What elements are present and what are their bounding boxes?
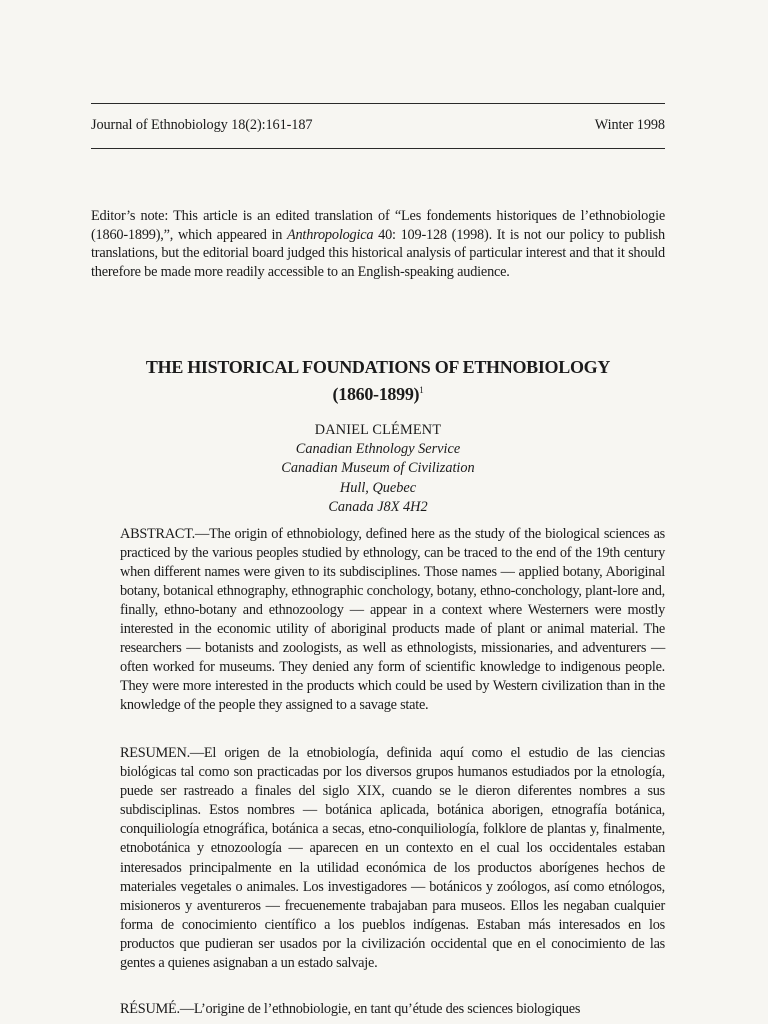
title-footnote-marker: 1 [419, 385, 424, 395]
affiliation-line: Hull, Quebec [339, 479, 417, 496]
editors-note-text-1: Editor’s note: This article is an edited translation of “Les fondements historiques de l’ethnobiologie (1860-1899),”, which appeared in [91, 208, 665, 243]
header-bottom-rule [91, 148, 665, 149]
abstract-spanish: RESUMEN.—El origen de la etnobiología, definida aquí como el estudio de las ciencias biológicas tal como son practicadas por los diversos grupos humanos estudiados por la etnología, puede ser rastreado a finales del siglo XIX, cuando se le dieron diferentes nombres a sus subdisciplinas. Estos nombres — botánica aplicada, botánica aborigen, etnografía botánica, conquiliología etnográfica, botánica a secas, etno-conquiliología, folklore de plantas y, finalmente, etnobotánica y etnozoología — aparecen en un contexto en el cual los occidentales estaban interesados principalmente en la utilidad económica de los productos aborígenes hechos de materiales vegetales o animales. Los investigadores — botánicos y zoólogos, así como etnólogos, misioneros y aventureros — frecuenemente trabajaban para museos. Ellos les negaban cualquier forma de conocimiento científico a los pueblos indígenas. Estaban más interesados en los productos que pudieran ser usados por la civilización occidental que en el conocimiento de las gentes a quienes asignaban a un estado salvaje. [120, 745, 665, 972]
running-head [91, 117, 665, 134]
byline [91, 421, 665, 517]
journal-citation: Journal of Ethnobiology 18(2):161-187 [91, 117, 313, 133]
author-name: DANIEL CLÉMENT [314, 422, 442, 438]
affiliation-line: Canadian Ethnology Service [295, 441, 461, 458]
article-title-line-2 [91, 379, 665, 406]
abstract-english: ABSTRACT.—The origin of ethnobiology, defined here as the study of the biological sciences as practiced by the various peoples studied by ethnology, can be traced to the end of the 19th century when different names were given to its subdisciplines. Those names — applied botany, Aboriginal botany, botanical ethnography, ethnographic conchology, botany, ethno-conchology, plant-lore and, finally, ethno-botany and ethnozoology — appear in a context where Westerners were mostly interested in the economic utility of aboriginal products made of plant or animal material. The researchers — botanists and zoologists, as well as ethnologists, missionaries, and adventurers — often worked for museums. They denied any form of scientific knowledge to indigenous people. They were more interested in the products which could be used by Western civilization than in the knowledge of the people they assigned to a savage state. [120, 526, 665, 713]
affiliation-line: Canadian Museum of Civilization [281, 460, 475, 477]
issue-date: Winter 1998 [594, 117, 665, 133]
article-title-years: (1860-1899) [332, 384, 420, 404]
abstract-french: RÉSUMÉ.—L’origine de l’ethnobiologie, en tant qu’étude des sciences biologiques [120, 1001, 581, 1017]
editors-note [91, 207, 665, 281]
affiliation-line: Canada J8X 4H2 [328, 498, 428, 515]
editors-note-journal-name: Anthropologica [286, 226, 374, 243]
article-title-line-1: THE HISTORICAL FOUNDATIONS OF ETHNOBIOLOGY [145, 357, 611, 377]
article-title [91, 356, 665, 406]
header-top-rule [91, 103, 665, 104]
editors-note-text-2: 40: 109-128 (1998). It is not our policy to publish translations, but the editorial board judged this historical analysis of particular interest and that it should therefore be made more readily accessible to an English-speaking audience. [91, 226, 665, 280]
